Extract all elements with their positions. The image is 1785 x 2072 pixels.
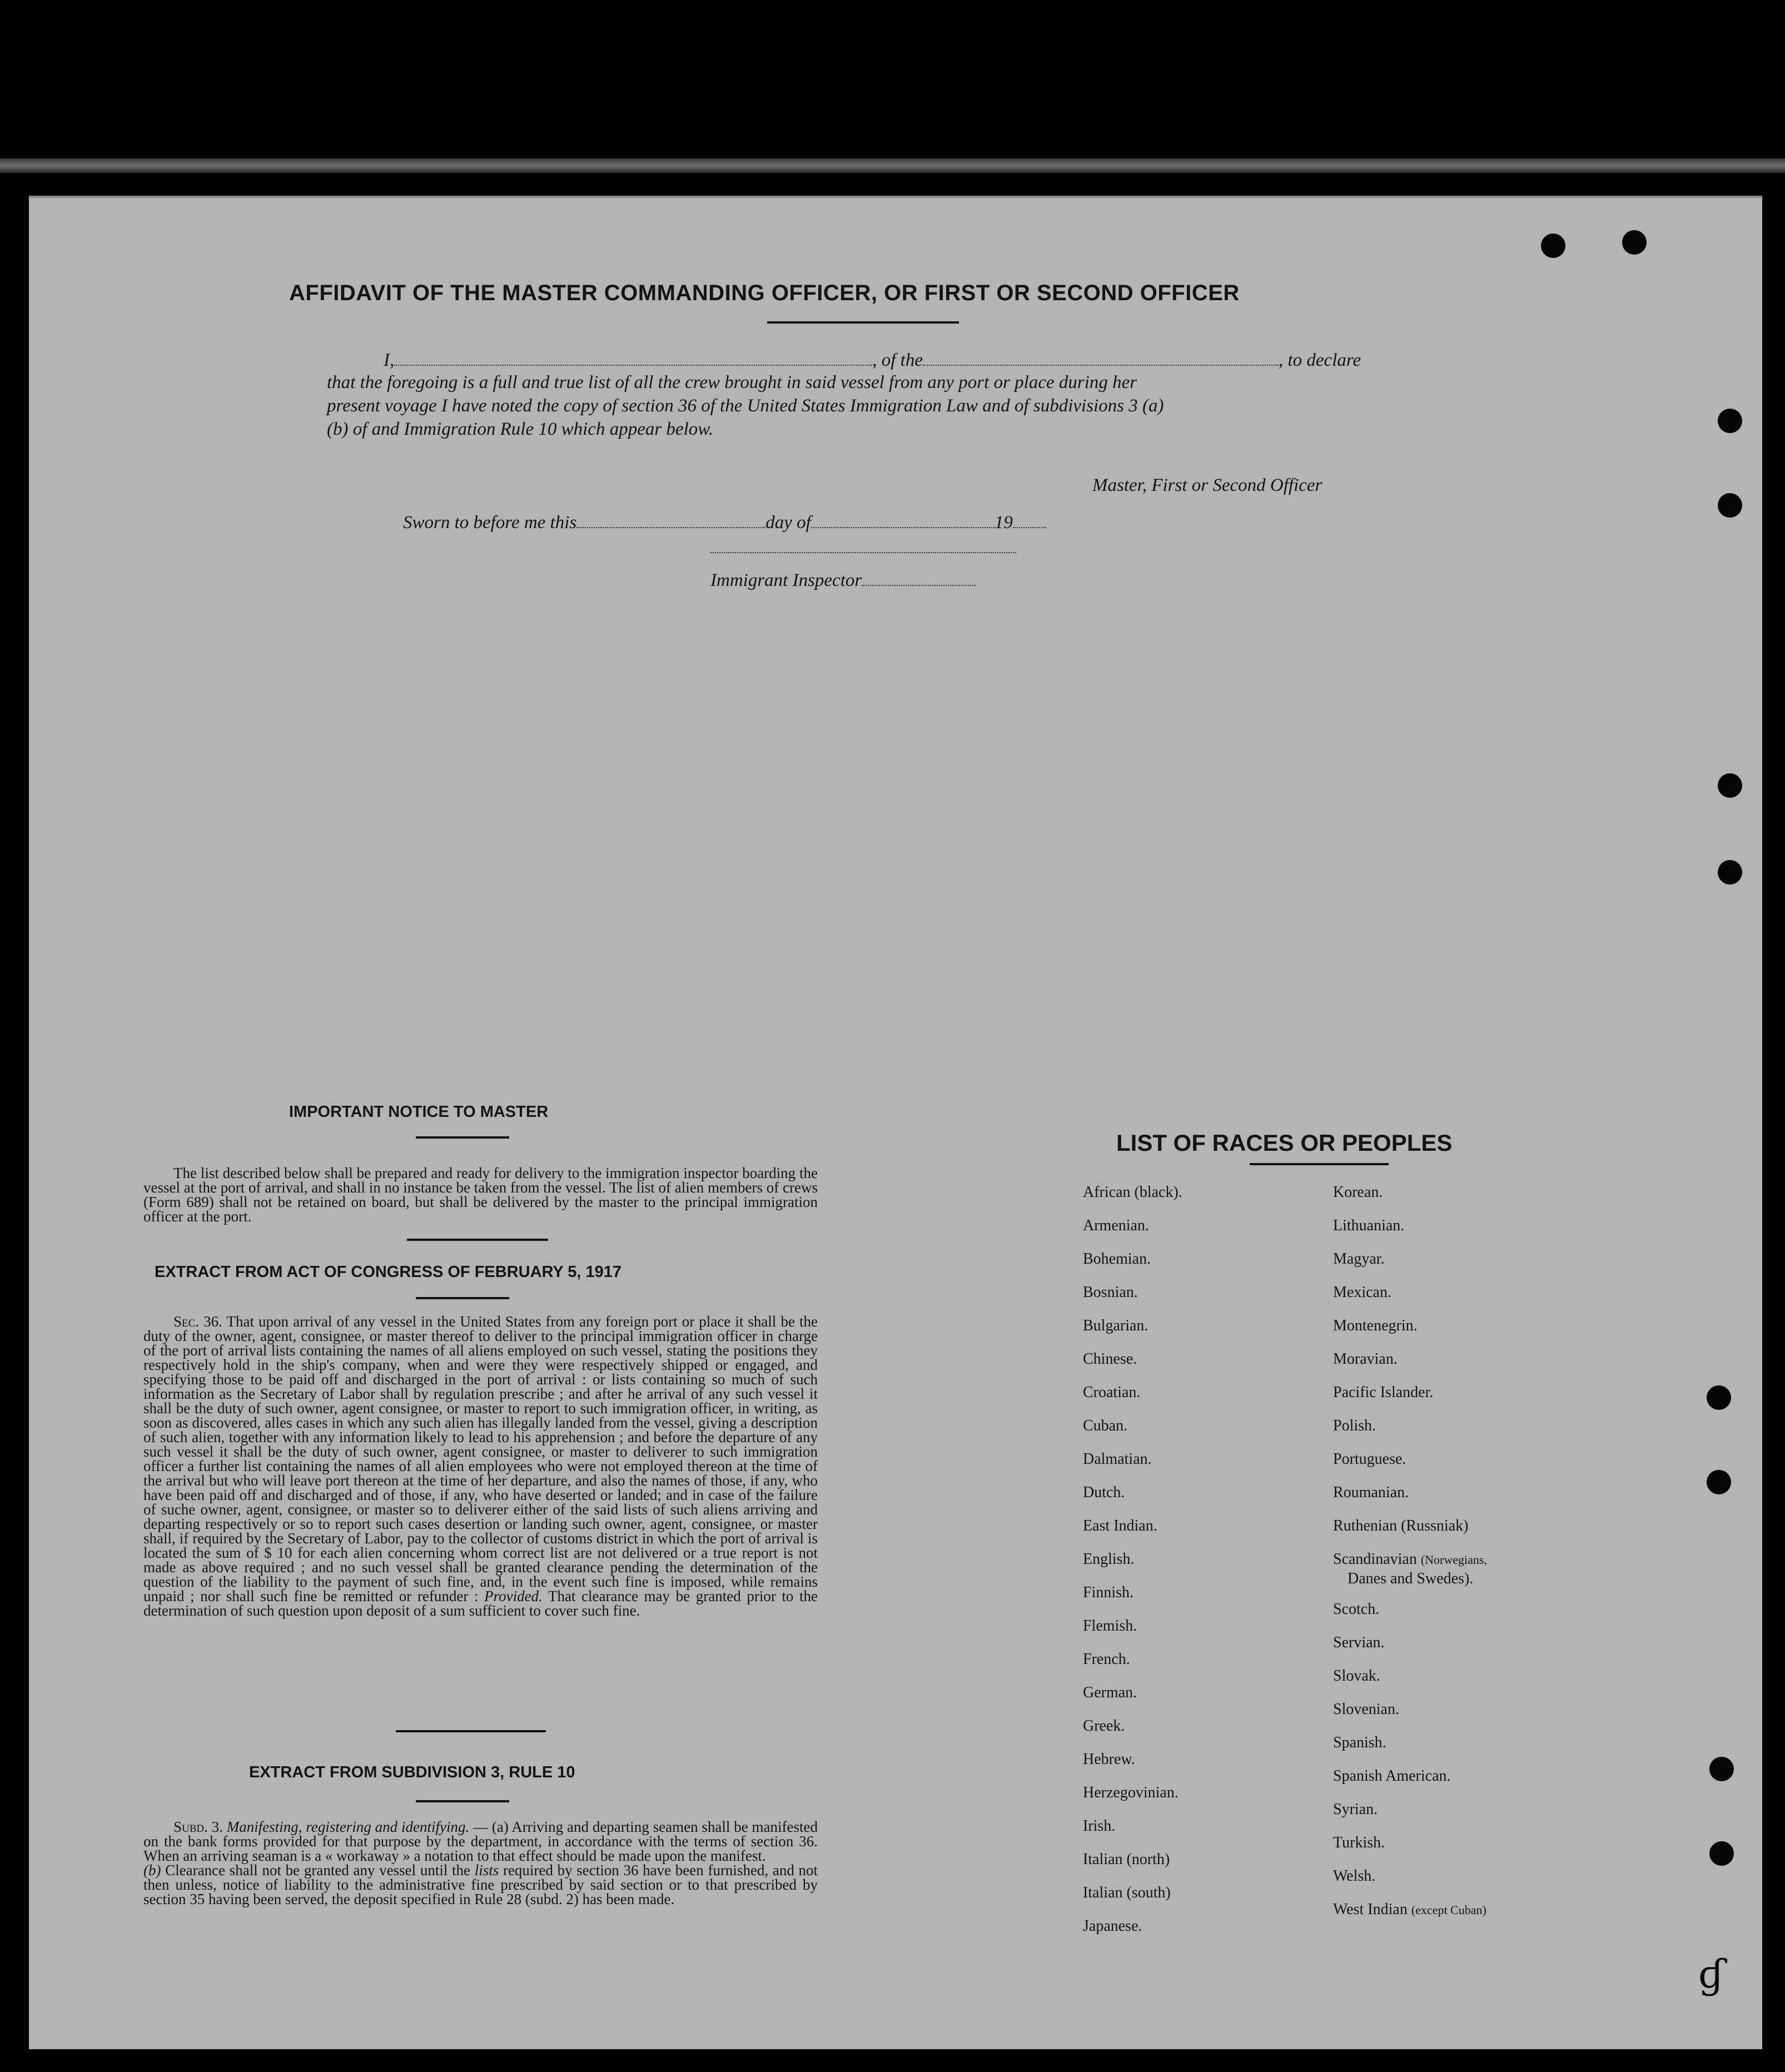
race-item: Moravian. bbox=[1333, 1350, 1398, 1368]
notice-divider bbox=[407, 1239, 548, 1241]
punch-hole-icon bbox=[1541, 233, 1565, 258]
subd-label: Subd. 3. bbox=[173, 1818, 223, 1835]
vessel-field[interactable] bbox=[923, 349, 1279, 366]
affidavit-line2: that the foregoing is a full and true list of all the crew brought in said vessel from any port or place during her bbox=[327, 372, 1137, 392]
race-item: Roumanian. bbox=[1333, 1484, 1409, 1501]
race-item: Mexican. bbox=[1333, 1284, 1391, 1301]
of-the-label: , of the bbox=[872, 350, 923, 370]
extract-rule-title: EXTRACT FROM SUBDIVISION 3, RULE 10 bbox=[249, 1763, 575, 1781]
sec-tail: That clearance may be granted prior to the determination of such question upon deposit of a sum sufficient to cover such fine. bbox=[143, 1588, 818, 1619]
race-item: Cuban. bbox=[1083, 1417, 1128, 1434]
scandinavian-note: (Norwegians, bbox=[1420, 1553, 1487, 1567]
race-item: Slovak. bbox=[1333, 1667, 1380, 1685]
race-item: Herzegovinian. bbox=[1083, 1784, 1179, 1801]
race-item-west-indian bbox=[1333, 1900, 1487, 1934]
race-item: Chinese. bbox=[1083, 1350, 1137, 1368]
race-item: African (black). bbox=[1083, 1184, 1182, 1201]
handwritten-mark-icon: ɠ bbox=[1698, 1951, 1725, 1997]
i-label: I, bbox=[384, 350, 395, 370]
inspector-field[interactable] bbox=[862, 569, 976, 586]
notice-underline bbox=[416, 1136, 509, 1139]
race-item: Montenegrin. bbox=[1333, 1317, 1418, 1334]
race-item: Lithuanian. bbox=[1333, 1217, 1405, 1234]
race-item: Italian (south) bbox=[1083, 1884, 1171, 1901]
race-item: Bohemian. bbox=[1083, 1250, 1151, 1268]
inspector-label: Immigrant Inspector bbox=[710, 570, 862, 590]
year-field[interactable] bbox=[1013, 511, 1046, 528]
punch-hole-icon bbox=[1718, 409, 1742, 433]
west-indian-label: West Indian bbox=[1333, 1901, 1408, 1918]
race-item: East Indian. bbox=[1083, 1517, 1157, 1534]
subd-b-text1: Clearance shall not be granted any vessel until the bbox=[165, 1862, 471, 1879]
punch-hole-icon bbox=[1709, 1841, 1734, 1866]
provided-label: Provided. bbox=[484, 1588, 543, 1604]
affidavit-line1 bbox=[384, 349, 1361, 371]
race-item: Armenian. bbox=[1083, 1217, 1149, 1234]
notice-body: The list described below shall be prepared and ready for delivery to the immigration inspector boarding the vessel at the port of arrival, and shall in no instance be taken from the vessel. The list of alien members of crews (Form 689) shall not be retained on board, but shall be delivered by the master to the principal immigration officer at the port. bbox=[143, 1165, 818, 1225]
race-item: Slovenian. bbox=[1333, 1701, 1399, 1718]
extract-act-divider bbox=[396, 1730, 546, 1732]
race-item: Polish. bbox=[1333, 1417, 1376, 1434]
race-item: Hebrew. bbox=[1083, 1751, 1135, 1768]
signer-label: Master, First or Second Officer bbox=[1092, 475, 1322, 495]
extract-rule-underline bbox=[416, 1800, 509, 1802]
subd-b-text2: required by section 36 have been furnished, and not then unless, notice of liability to the administrative fine prescribed by said section or to that prescribed by section 35 having been served, the deposit specified in Rule 28 (subd. 2) has been made. bbox=[143, 1862, 818, 1907]
race-item: Finnish. bbox=[1083, 1584, 1134, 1601]
sworn-label: Sworn to before me this bbox=[403, 513, 577, 533]
scan-edge bbox=[0, 158, 1785, 173]
affidavit-line3: present voyage I have noted the copy of section 36 of the United States Immigration Law and of subdivisions 3 (a) bbox=[327, 396, 1164, 416]
race-item: German. bbox=[1083, 1684, 1137, 1701]
race-item: Bulgarian. bbox=[1083, 1317, 1148, 1334]
sec-label: Sec. 36. bbox=[173, 1313, 222, 1330]
race-item: Japanese. bbox=[1083, 1917, 1142, 1935]
races-left-column bbox=[1083, 1183, 1182, 1950]
punch-hole-icon bbox=[1718, 860, 1742, 885]
notice-title: IMPORTANT NOTICE TO MASTER bbox=[289, 1103, 549, 1121]
extract-act-title: EXTRACT FROM ACT OF CONGRESS OF FEBRUARY 5, 1917 bbox=[155, 1263, 622, 1281]
race-item: Greek. bbox=[1083, 1717, 1125, 1735]
race-item: Welsh. bbox=[1333, 1867, 1376, 1885]
sec-body: That upon arrival of any vessel in the United States from any foreign port or place it shall be the duty of the owner, agent, consignee, or master thereof to deliver to the principal immigration officer in charge of the port of arrival lists containing the names of all aliens employed on such vessel, stating the positions they respectively hold in the ship's company, when and were they were respectively shipped or engaged, and specifying those to be paid off and discharged in the port of arrival : or lists containing so much of such information as the Secretary of Labor shall by regulation prescribe ; and after he arrival of any such vessel it shall be the duty of such owner, agent consignee, or master to report to such immigration officer, in writing, as soon as discovered, alles cases in which any such alien has illegally landed from the vessel, giving a description of such alien, together with any information likely to lead to his apprehension ; and before the departure of any such vessel it shall be the duty of such owner, agent consignee, or master to deliverer to such immigration officer a further list containing the names of all alien employees who were not employed thereon at the time of the arrival but who will leave port thereon at the time of her departure, and also the names of those, if any, who have been paid off and discharged and of those, if any, who have deserted or landed; and in case of the failure of suche owner, agent, consignee, or master so to deliverer either of the said lists of such aliens arriving and departing respectively or so to report such cases desertion or landing such owner, agent, consignee, or master shall, if required by the Secretary of Labor, pay to the collector of customs district in which the port of arrival is located the sum of $ 10 for each alien concerning whom correct list are not delivered or a true report is not made as above required ; and no such vessel shall be granted clearance pending the determination of the question of the liability to the payment of such fine, and, in the event such fine is imposed, while remains unpaid ; nor shall such fine be remitted or refunder : bbox=[143, 1313, 818, 1604]
section-36-text bbox=[143, 1314, 818, 1618]
inspector-line bbox=[710, 569, 976, 591]
name-field[interactable] bbox=[394, 349, 872, 366]
race-item: Ruthenian (Russniak) bbox=[1333, 1517, 1469, 1534]
punch-hole-icon bbox=[1718, 493, 1742, 518]
punch-hole-icon bbox=[1718, 773, 1742, 798]
punch-hole-icon bbox=[1622, 230, 1647, 255]
race-item: Pacific Islander. bbox=[1333, 1384, 1434, 1401]
race-item: Korean. bbox=[1333, 1184, 1383, 1201]
day-of-label: day of bbox=[765, 513, 811, 533]
month-field[interactable] bbox=[811, 511, 995, 528]
race-item: Magyar. bbox=[1333, 1250, 1385, 1268]
races-title: LIST OF RACES OR PEOPLES bbox=[1116, 1130, 1453, 1156]
race-item: English. bbox=[1083, 1551, 1135, 1568]
inspector-signature-line[interactable] bbox=[710, 552, 1016, 553]
race-item: Turkish. bbox=[1333, 1834, 1385, 1851]
race-item: Croatian. bbox=[1083, 1384, 1141, 1401]
race-item: Spanish American. bbox=[1333, 1767, 1451, 1785]
subd-heading: Manifesting, registering and identifying. bbox=[226, 1818, 470, 1835]
year-label: 19 bbox=[994, 513, 1013, 533]
subd-b-lists: lists bbox=[474, 1862, 499, 1879]
to-declare-label: , to declare bbox=[1278, 350, 1361, 370]
race-item: Portuguese. bbox=[1333, 1450, 1406, 1468]
race-item: Bosnian. bbox=[1083, 1284, 1138, 1301]
scandinavian-label: Scandinavian bbox=[1333, 1551, 1417, 1568]
races-right-column bbox=[1333, 1183, 1487, 1934]
affidavit-title: AFFIDAVIT OF THE MASTER COMMANDING OFFICER, OR FIRST OR SECOND OFFICER bbox=[289, 281, 1240, 305]
day-field[interactable] bbox=[576, 511, 765, 528]
race-item-scandinavian bbox=[1333, 1550, 1487, 1600]
punch-hole-icon bbox=[1707, 1470, 1731, 1494]
subd-para-a: (a) Arriving and departing seamen shall be manifested on the bank forms provided for that purpose by the department, in accordance with the terms of section 36. When an arriving seaman is a « workaway » a notation to that effect should be made upon the manifest. bbox=[143, 1818, 818, 1864]
extract-act-underline bbox=[416, 1297, 509, 1299]
race-item: Servian. bbox=[1333, 1634, 1385, 1651]
race-item: Scotch. bbox=[1333, 1601, 1380, 1618]
scandinavian-line2: Danes and Swedes). bbox=[1348, 1570, 1474, 1587]
sworn-line bbox=[403, 511, 1046, 533]
race-item: Flemish. bbox=[1083, 1617, 1137, 1634]
punch-hole-icon bbox=[1707, 1385, 1731, 1410]
race-item: Italian (north) bbox=[1083, 1851, 1170, 1868]
race-item: Dalmatian. bbox=[1083, 1450, 1152, 1468]
subdivision-text: Subd. 3. Manifesting, registering and identifying. — (a) Arriving and departing seamen shall be manifested on the bank forms provided for that purpose by the department, in accordance with the terms of section 36. When an arriving seaman is a « workaway » a notation to that effect should be made upon the manifest. (b) Clearance shall not be granted any vessel until the lists required by section 36 have been furnished, and not then unless, notice of liability to the administrative fine prescribed by said section or to that prescribed by section 35 having been served, the deposit specified in Rule 28 (subd. 2) has been made. bbox=[143, 1818, 818, 1907]
affidavit-line4: (b) of and Immigration Rule 10 which appear below. bbox=[327, 419, 714, 439]
races-underline bbox=[1250, 1163, 1389, 1165]
west-indian-note: (except Cuban) bbox=[1411, 1903, 1486, 1917]
punch-hole-icon bbox=[1709, 1757, 1734, 1781]
race-item: Irish. bbox=[1083, 1817, 1116, 1835]
race-item: Spanish. bbox=[1333, 1734, 1386, 1751]
race-item: French. bbox=[1083, 1651, 1130, 1668]
race-item: Syrian. bbox=[1333, 1801, 1378, 1818]
race-item: Dutch. bbox=[1083, 1484, 1125, 1501]
subd-b-label: (b) bbox=[143, 1862, 161, 1879]
title-underline bbox=[767, 321, 959, 324]
